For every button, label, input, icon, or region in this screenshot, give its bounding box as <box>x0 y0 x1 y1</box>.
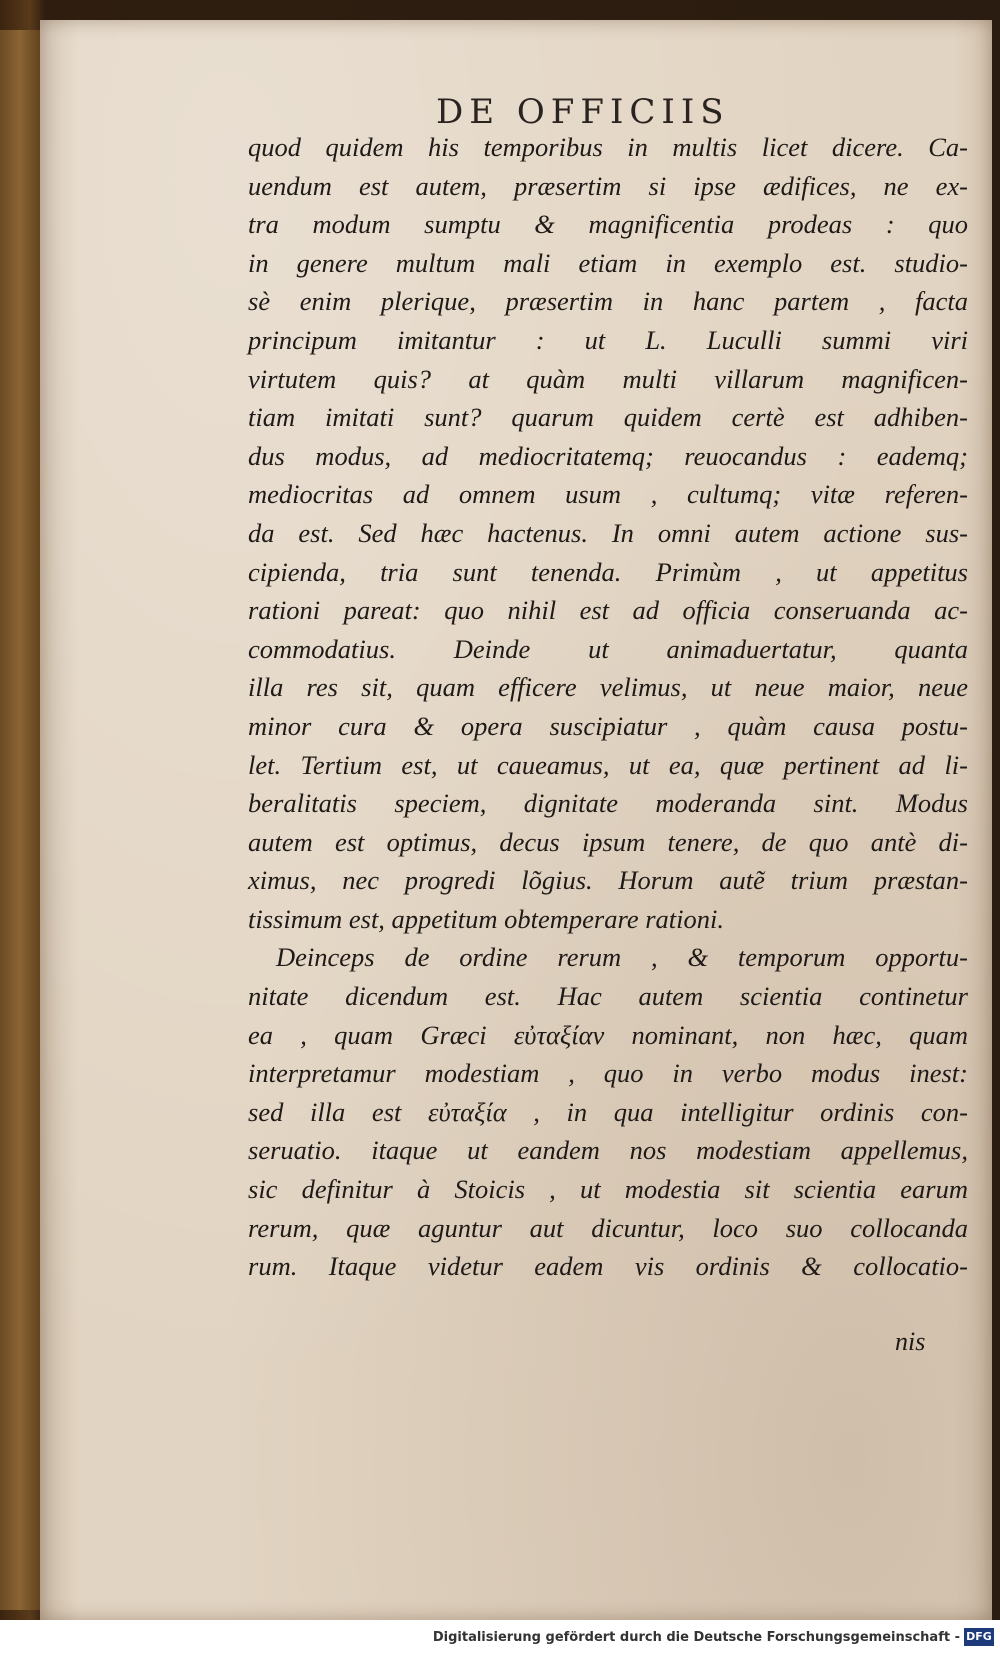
text-line: let. Tertium est, ut caueamus, ut ea, quæ pertinent ad li- <box>248 749 968 780</box>
paragraph-start-line: Deinceps de ordine rerum , & temporum opportu- <box>276 942 968 973</box>
digitization-footer <box>0 1620 1000 1659</box>
text-line: ximus, nec progredi lõgius. Horum autẽ trium præstan- <box>248 865 968 896</box>
text-line: sic definitur à Stoicis , ut modestia sit scientia earum <box>248 1174 968 1205</box>
text-line: nitate dicendum est. Hac autem scientia continetur <box>248 981 968 1012</box>
text-line: ea , quam Græci εὐταξίαν nominant, non hæc, quam <box>248 1019 968 1050</box>
text-line: autem est optimus, decus ipsum tenere, de quo antè di- <box>248 826 968 857</box>
catchword: nis <box>895 1327 926 1356</box>
text-line: mediocritas ad omnem usum , cultumq; vitæ referen- <box>248 479 968 510</box>
text-line: uendum est autem, præsertim si ipse ædifices, ne ex- <box>248 170 968 201</box>
text-line: rum. Itaque videtur eadem vis ordinis & collocatio- <box>248 1251 968 1282</box>
text-line: illa res sit, quam efficere velimus, ut neue maior, neue <box>248 672 968 703</box>
footer-credit: Digitalisierung gefördert durch die Deutsche Forschungsgemeinschaft - <box>432 1630 960 1645</box>
text-line: da est. Sed hæc hactenus. In omni autem actione sus- <box>248 517 968 548</box>
text-line: rationi pareat: quo nihil est ad officia conseruanda ac- <box>248 595 968 626</box>
text-line: seruatio. itaque ut eandem nos modestiam appellemus, <box>248 1135 968 1166</box>
running-head: DE OFFICIIS <box>436 92 730 132</box>
text-line: tra modum sumptu & magnificentia prodeas : quo <box>248 209 968 240</box>
text-line: quod quidem his temporibus in multis licet dicere. Ca- <box>248 132 968 162</box>
dfg-logo-icon: DFG <box>964 1628 994 1646</box>
text-line: rerum, quæ aguntur aut dicuntur, loco suo collocanda <box>248 1212 968 1243</box>
text-line: interpretamur modestiam , quo in verbo modus inest: <box>248 1058 968 1089</box>
binding-edge <box>0 30 44 1610</box>
text-line: virtutem quis? at quàm multi villarum magnificen- <box>248 363 968 394</box>
body-text <box>248 128 968 1286</box>
text-line: tissimum est, appetitum obtemperare rationi. <box>248 903 724 934</box>
text-line: cipienda, tria sunt tenenda. Primùm , ut appetitus <box>248 556 968 587</box>
text-line: in genere multum mali etiam in exemplo est. studio- <box>248 247 968 278</box>
text-line: sed illa est εὐταξία , in qua intelligitur ordinis con- <box>248 1096 968 1127</box>
text-line: commodatius. Deinde ut animaduertatur, quanta <box>248 633 968 664</box>
text-line: beralitatis speciem, dignitate moderanda sint. Modus <box>248 788 968 819</box>
text-line: minor cura & opera suscipiatur , quàm causa postu- <box>248 710 968 741</box>
text-line: sè enim plerique, præsertim in hanc partem , facta <box>248 286 968 317</box>
text-line: dus modus, ad mediocritatemq; reuocandus : eademq; <box>248 440 968 471</box>
text-line: tiam imitati sunt? quarum quidem certè est adhiben- <box>248 402 968 433</box>
text-line: principum imitantur : ut L. Luculli summi viri <box>248 324 968 355</box>
